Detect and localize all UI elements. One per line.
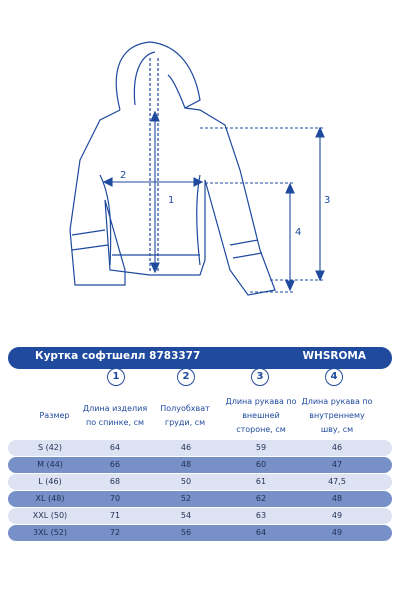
measure-4-arrow-bottom — [286, 281, 294, 290]
header-col3-line2: внешней — [242, 411, 280, 420]
seam-right — [197, 175, 200, 265]
hood-inner — [134, 52, 155, 105]
header-col1-line1: Длина изделия — [82, 404, 148, 413]
header-col3-line1: Длина рукава по — [225, 397, 297, 406]
header-col2 — [150, 402, 220, 430]
cell-sleeve-outer: 59 — [255, 443, 267, 452]
cell-sleeve-inner: 48 — [331, 494, 343, 503]
cell-sleeve-inner: 49 — [331, 528, 343, 537]
header-col1-line2: по спинке, см — [86, 418, 144, 427]
cell-length: 70 — [109, 494, 121, 503]
cell-size: M (44) — [37, 460, 63, 469]
header-col3-line3: стороне, см — [236, 425, 286, 434]
cell-sleeve-inner: 47 — [331, 460, 343, 469]
sleeve-cuff-left — [72, 230, 108, 250]
header-col3 — [222, 395, 300, 437]
header-col4 — [298, 395, 376, 437]
cell-sleeve-inner: 49 — [331, 511, 343, 520]
measure-3-arrow-top — [316, 128, 324, 137]
measure-4-arrow-top — [286, 184, 294, 193]
table-row — [8, 457, 392, 473]
column-number-2: 2 — [177, 368, 195, 386]
table-row — [8, 474, 392, 490]
header-col2-line1: Полуобхват — [160, 404, 210, 413]
cell-sleeve-inner: 47,5 — [328, 477, 346, 486]
measure-3-arrow-bottom — [316, 271, 324, 280]
product-title: Куртка софтшелл 8783377 — [35, 350, 201, 362]
cell-chest: 56 — [180, 528, 192, 537]
label-3: 3 — [324, 195, 331, 206]
cell-length: 68 — [109, 477, 121, 486]
column-number-4: 4 — [325, 368, 343, 386]
cell-chest: 54 — [180, 511, 192, 520]
cell-chest: 48 — [180, 460, 192, 469]
cell-size: S (42) — [37, 443, 63, 452]
header-col4-line3: шву, см — [320, 425, 354, 434]
header-col1 — [80, 402, 150, 430]
header-col2-line2: груди, см — [164, 418, 206, 427]
cell-length: 64 — [109, 443, 121, 452]
label-2: 2 — [120, 170, 127, 181]
table-row — [8, 491, 392, 507]
cell-length: 66 — [109, 460, 121, 469]
column-number-1: 1 — [107, 368, 125, 386]
cell-chest: 50 — [180, 477, 192, 486]
table-row — [8, 508, 392, 524]
cell-length: 71 — [109, 511, 121, 520]
header-col4-line2: внутреннему — [309, 411, 365, 420]
cell-chest: 46 — [180, 443, 192, 452]
table-row — [8, 525, 392, 541]
cell-size: XL (48) — [35, 494, 65, 503]
header-col4-line1: Длина рукава по — [301, 397, 373, 406]
cell-sleeve-outer: 62 — [255, 494, 267, 503]
title-banner — [8, 347, 392, 369]
cell-sleeve-outer: 60 — [255, 460, 267, 469]
cell-sleeve-inner: 46 — [331, 443, 343, 452]
column-number-3: 3 — [251, 368, 269, 386]
sleeve-cuff-right — [230, 240, 262, 258]
cell-chest: 52 — [180, 494, 192, 503]
cell-sleeve-outer: 64 — [255, 528, 267, 537]
cell-length: 72 — [109, 528, 121, 537]
label-4: 4 — [295, 227, 302, 238]
cell-size: 3XL (52) — [33, 528, 67, 537]
label-1: 1 — [168, 195, 175, 206]
brand-name: WHSROMA — [302, 350, 366, 362]
cell-sleeve-outer: 61 — [255, 477, 267, 486]
cell-size: XXL (50) — [32, 511, 68, 520]
cell-sleeve-outer: 63 — [255, 511, 267, 520]
table-row — [8, 440, 392, 456]
measure-2-arrow-left — [104, 178, 112, 186]
header-size: Размер — [39, 411, 70, 420]
cell-size: L (46) — [38, 477, 62, 486]
